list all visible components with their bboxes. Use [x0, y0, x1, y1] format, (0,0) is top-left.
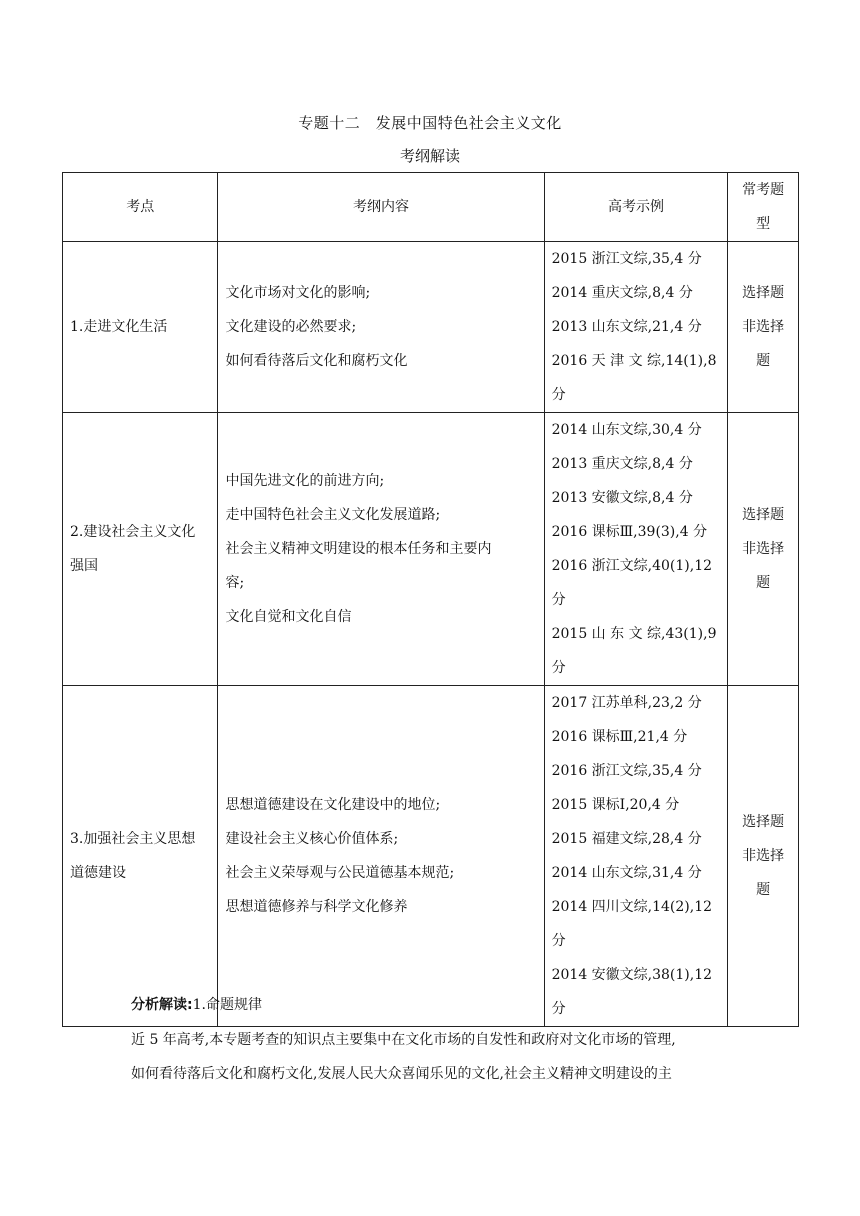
content-line: 文化建设的必然要求; — [225, 319, 357, 335]
content-line: 容; — [225, 575, 245, 591]
example-line: 2014 山东文综,31,4 分 — [551, 865, 702, 881]
question-type: 选择题 — [742, 814, 785, 830]
exam-point-text: 道德建设 — [70, 865, 126, 881]
example-line: 分 — [551, 592, 566, 608]
exam-examples-cell — [544, 413, 728, 686]
question-type: 选择题 — [742, 285, 785, 301]
example-line: 2013 山东文综,21,4 分 — [551, 319, 702, 335]
syllabus-table — [62, 172, 799, 1027]
example-line: 2016 浙江文综,35,4 分 — [551, 763, 702, 779]
table-row — [63, 686, 799, 1027]
question-types-cell — [728, 686, 799, 1027]
question-type: 非选择题 — [742, 541, 785, 591]
exam-examples-cell — [544, 686, 728, 1027]
analysis-paragraph-line: 近 5 年高考,本专题考查的知识点主要集中在文化市场的自发性和政府对文化市场的管理, — [131, 1032, 676, 1048]
exam-point-cell — [63, 413, 218, 686]
example-line: 2014 四川文综,14(2),12 — [551, 899, 713, 915]
header-syllabus-content: 考纲内容 — [218, 173, 544, 242]
question-type: 选择题 — [742, 507, 785, 523]
exam-point-text: 强国 — [70, 558, 98, 574]
content-line: 如何看待落后文化和腐朽文化 — [225, 353, 408, 369]
syllabus-content-cell — [218, 242, 544, 413]
content-line: 文化市场对文化的影响; — [225, 285, 371, 301]
content-line: 建设社会主义核心价值体系; — [225, 831, 399, 847]
example-line: 2015 山 东 文 综,43(1),9 — [551, 626, 717, 642]
example-line: 2013 安徽文综,8,4 分 — [551, 490, 693, 506]
example-line: 2015 课标Ⅰ,20,4 分 — [551, 797, 680, 813]
exam-point-cell — [63, 686, 218, 1027]
syllabus-content-cell — [218, 686, 544, 1027]
question-type: 非选择题 — [742, 319, 785, 369]
section-subtitle: 考纲解读 — [399, 147, 460, 165]
header-exam-examples: 高考示例 — [544, 173, 728, 242]
example-line: 2015 福建文综,28,4 分 — [551, 831, 702, 847]
example-line: 分 — [551, 1001, 566, 1017]
example-line: 2014 重庆文综,8,4 分 — [551, 285, 693, 301]
example-line: 2016 课标Ⅲ,21,4 分 — [551, 729, 688, 745]
exam-point-cell — [63, 242, 218, 413]
exam-point-text: 2.建设社会主义文化 — [70, 524, 196, 540]
analysis-label: 分析解读: — [131, 997, 193, 1013]
content-line: 思想道德修养与科学文化修养 — [225, 899, 408, 915]
analysis-paragraph-line: 如何看待落后文化和腐朽文化,发展人民大众喜闻乐见的文化,社会主义精神文明建设的主 — [131, 1066, 672, 1082]
content-line: 思想道德建设在文化建设中的地位; — [225, 797, 441, 813]
table-row — [63, 242, 799, 413]
example-line: 2017 江苏单科,23,2 分 — [551, 695, 702, 711]
exam-examples-cell — [544, 242, 728, 413]
table-header-row — [63, 173, 799, 242]
header-question-types: 常考题型 — [728, 173, 799, 242]
example-line: 2016 课标Ⅲ,39(3),4 分 — [551, 524, 708, 540]
question-types-cell — [728, 242, 799, 413]
content-line: 社会主义精神文明建设的根本任务和主要内 — [225, 541, 492, 557]
question-types-cell — [728, 413, 799, 686]
example-line: 2016 浙江文综,40(1),12 — [551, 558, 713, 574]
header-exam-point: 考点 — [63, 173, 218, 242]
analysis-subheading: 1.命题规律 — [192, 997, 262, 1013]
table-row — [63, 413, 799, 686]
example-line: 2016 天 津 文 综,14(1),8 — [551, 353, 717, 369]
analysis-heading — [131, 990, 262, 1020]
example-line: 2014 安徽文综,38(1),12 — [551, 967, 713, 983]
content-line: 文化自觉和文化自信 — [225, 609, 352, 625]
example-line: 分 — [551, 660, 566, 676]
example-line: 分 — [551, 933, 566, 949]
example-line: 分 — [551, 387, 566, 403]
content-line: 社会主义荣辱观与公民道德基本规范; — [225, 865, 455, 881]
content-line: 中国先进文化的前进方向; — [225, 473, 385, 489]
syllabus-content-cell — [218, 413, 544, 686]
content-line: 走中国特色社会主义文化发展道路; — [225, 507, 441, 523]
example-line: 2013 重庆文综,8,4 分 — [551, 456, 693, 472]
document-title: 专题十二 发展中国特色社会主义文化 — [298, 114, 562, 132]
example-line: 2014 山东文综,30,4 分 — [551, 422, 702, 438]
exam-point-text: 1.走进文化生活 — [70, 319, 168, 335]
exam-point-text: 3.加强社会主义思想 — [70, 831, 196, 847]
question-type: 非选择题 — [742, 848, 785, 898]
example-line: 2015 浙江文综,35,4 分 — [551, 251, 702, 267]
